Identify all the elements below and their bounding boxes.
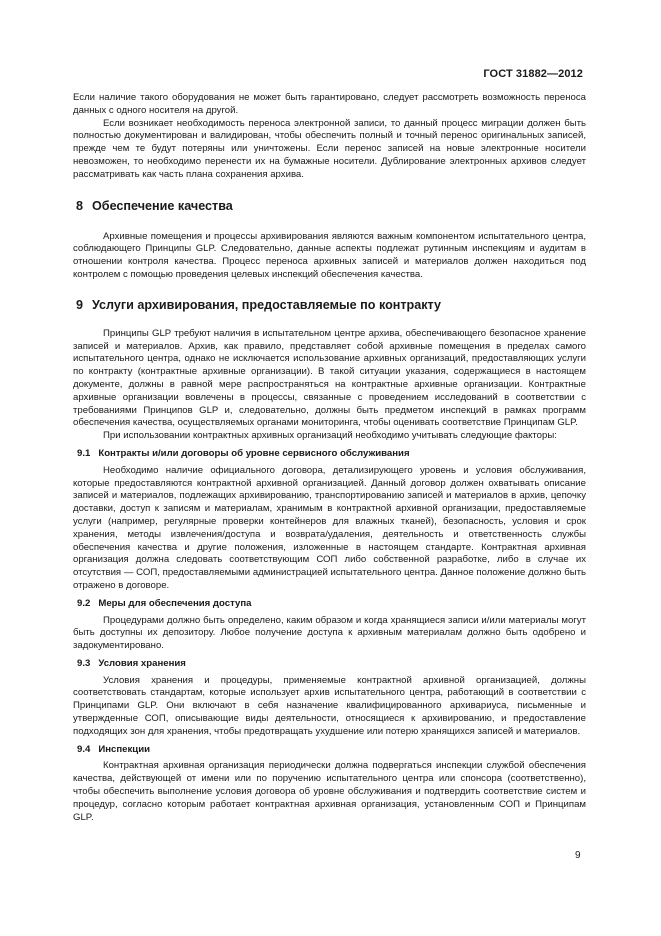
subsection-9-3-paragraph: Условия хранения и процедуры, применяемые контрактной архивной организацией, должны соответствовать стандартам, которые использует архив испытательного центра, работающий в соответствии с Принципами GLP. Они включают в себя назначение квалифицированного архивариуса, письменные и утвержденные СОП, описывающие виды деятельности, относящиеся к архивированию, и предоставление подходящих зон для хранения, чтобы предотвращать ухудшение или потерю хранящихся записей и материалов. — [73, 674, 586, 737]
page-content — [73, 92, 586, 824]
section-9-paragraph-2: При использовании контрактных архивных организаций необходимо учитывать следующие факторы: — [103, 430, 557, 442]
subsection-9-2-heading — [73, 598, 586, 611]
subsection-9-4-number: 9.4 — [77, 743, 91, 755]
subsection-9-1-paragraph: Необходимо наличие официального договора, детализирующего уровень и условия обслуживания, которые предоставляются контрактной архивной организацией. Данный договор должен охватывать описание записей и материалов, подлежащих архивированию, транспортированию записей и материалов в архив, цепочку доставки, доступ к записям и материалам, хранимым в контрактной архивной организации, предоставляемые услуги (например, регулярные проверки контейнеров для влажных тканей), безопасность, условия и срок хранения, методы извлечения/доступа и возврата/удаления, деятельность и ответственность службы обеспечения качества и другие положения, изложенные в настоящем стандарте. Контрактная архивная организация должна следовать соответствующим СОП либо собственной разработке, либо в случае их отсутствия — СОП, предоставляемыми администрацией испытательного центра. Данное положение должно быть отражено в договоре. — [73, 464, 586, 591]
subsection-9-3-title: Условия хранения — [98, 657, 186, 669]
subsection-9-2-title: Меры для обеспечения доступа — [98, 597, 252, 609]
subsection-9-4-paragraph: Контрактная архивная организация периодически должна подвергаться инспекции службой обеспечения качества, действующей от имени или по поручению испытательного центра или спонсора (соответственно), чтобы обеспечить выполнение условия договора об уровне обслуживания и подтвердить соответствие систем и процедур, согласно которым работает контрактная архивная организация, установленным СОП и Принципам GLP. — [73, 760, 586, 823]
subsection-9-2-number: 9.2 — [77, 597, 91, 609]
section-9-paragraph-1: Принципы GLP требуют наличия в испытательном центре архива, обеспечивающего безопасное хранение записей и материалов. Архив, как правило, представляет собой архивные помещения в пределах самого испытательного центра, однако не исключается использование архивных организаций, предоставляющих услуги по контракту (контрактные архивные организации). В такой ситуации указания, содержащиеся в настоящем документе, должны в равной мере распространяться на контрактные архивные организации. Контрактные архивные организации вовлечены в процессы, связанные с проведением исследований в соответствии с требованиями Принципов GLP и, следовательно, должны быть предметом инспекций в рамках программ обеспечения качества, осуществляемых органами мониторинга, чтобы оценивать соответствие Принципам GLP. — [73, 327, 586, 429]
section-8-number: 8 — [76, 198, 84, 213]
intro-paragraph-1: Если наличие такого оборудования не может быть гарантировано, следует рассмотреть возможность переноса данных с одного носителя на другой. — [73, 92, 586, 116]
subsection-9-4-title: Инспекции — [98, 743, 150, 755]
subsection-9-3-number: 9.3 — [77, 657, 91, 669]
page-number: 9 — [575, 850, 581, 861]
section-9-title: Услуги архивирования, предоставляемые по контракту — [92, 297, 442, 312]
section-9-heading — [73, 298, 586, 313]
section-8-title: Обеспечение качества — [92, 198, 233, 213]
intro-paragraph-2: Если возникает необходимость переноса электронной записи, то данный процесс миграции должен быть полностью документирован и валидирован, чтобы обеспечить полный и точный перенос оригинальных записей, прежде чем те будут потеряны или уничтожены. Если перенос записей на новые электронные носители невозможен, то необходимо перенести их на бумажные носители. Дублирование электронных архивов следует рассматривать как часть плана сохранения архива. — [73, 117, 586, 180]
subsection-9-1-title: Контракты и/или договоры об уровне сервисного обслуживания — [98, 447, 410, 459]
subsection-9-2-paragraph: Процедурами должно быть определено, каким образом и когда хранящиеся записи и/или материалы могут быть доступны их депозитору. Любое получение доступа к архивным материалам должно быть одобрено и задокументировано. — [73, 614, 586, 652]
subsection-9-1-number: 9.1 — [77, 447, 91, 459]
subsection-9-1-heading — [73, 448, 586, 461]
section-9-number: 9 — [76, 297, 84, 312]
section-8-paragraph: Архивные помещения и процессы архивирования являются важным компонентом испытательного центра, соблюдающего Принципы GLP. Следовательно, данные аспекты подлежат рутинным инспекциям и аудитам в отношении контроля качества. Процесс переноса архивных записей и материалов должен находиться под контролем с помощью проведения целевых инспекций обеспечения качества. — [73, 230, 586, 280]
subsection-9-4-heading — [73, 744, 586, 757]
section-8-heading — [73, 199, 586, 214]
subsection-9-3-heading — [73, 658, 586, 671]
standard-designation: ГОСТ 31882—2012 — [483, 68, 583, 80]
